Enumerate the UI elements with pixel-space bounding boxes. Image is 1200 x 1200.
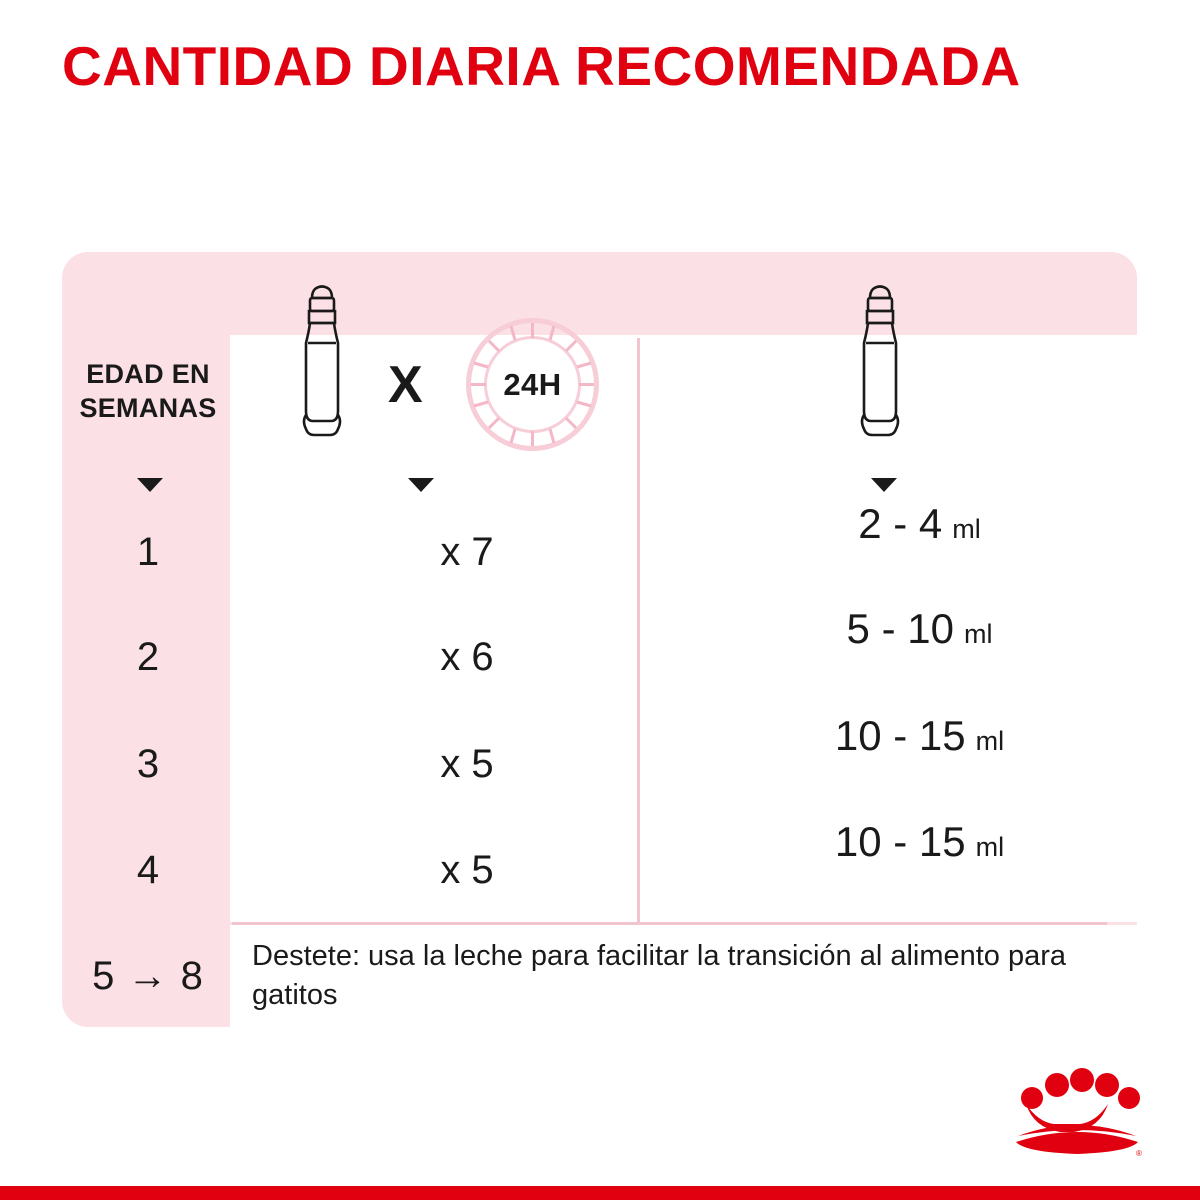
multiply-symbol: X [388,356,423,414]
age-column-header-line1: EDAD EN [86,359,210,389]
weaning-age-range: 5 → 8 [92,953,204,998]
cell-volume-unit: ml [975,832,1005,862]
baby-bottle-icon-volume [840,283,920,448]
age-column-header-line2: SEMANAS [79,392,217,423]
page-title: CANTIDAD DIARIA RECOMENDADA [62,35,1021,97]
weaning-row [62,925,1137,1027]
registered-mark: ® [1136,1149,1142,1158]
cell-age: 2 [136,634,160,679]
cell-volume [702,712,1137,816]
cell-volume-unit: ml [975,726,1005,756]
triangle-down-icon-frequency [408,478,434,492]
royal-canin-logo [1012,1064,1142,1164]
cell-age: 1 [136,529,160,574]
cell-age: 3 [136,741,160,786]
cell-volume-value: 10 - 15 [834,818,966,865]
table-row [62,500,1137,604]
cell-volume-value: 10 - 15 [834,712,966,759]
clock-label: 24H [503,366,562,402]
cell-volume-unit: ml [952,514,981,544]
cell-frequency: x 5 [440,741,494,786]
cell-frequency: x 7 [440,529,494,574]
cell-frequency: x 6 [440,634,494,679]
cell-age: 4 [136,847,160,892]
cell-volume [702,818,1137,922]
cell-frequency: x 5 [440,847,494,892]
clock-24h-icon [466,318,599,451]
triangle-down-icon-age [137,478,163,492]
cell-volume-value: 2 - 4 [858,500,943,547]
table-row [62,712,1137,816]
weaning-note: Destete: usa la leche para facilitar la transición al alimento para gatitos [252,940,1067,1012]
triangle-down-icon-volume [871,478,897,492]
table-row [62,605,1137,709]
age-column-header [62,358,234,426]
table-row [62,818,1137,922]
bottom-accent-bar [0,1186,1200,1200]
cell-volume [702,500,1137,604]
baby-bottle-icon [282,283,362,448]
cell-volume-value: 5 - 10 [846,605,954,652]
cell-volume-unit: ml [963,619,993,649]
cell-volume [702,605,1137,709]
